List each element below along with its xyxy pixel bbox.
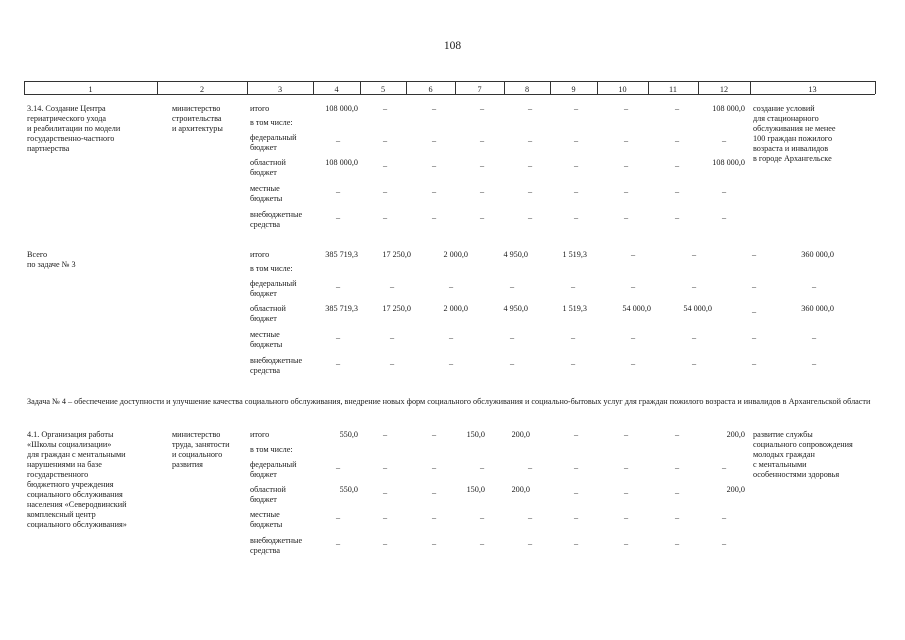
empty-value-dash: – — [623, 488, 629, 497]
empty-value-dash: – — [382, 539, 388, 548]
activity-name-line: нарушениями на базе — [27, 460, 102, 469]
budget-value-c9: 54 000,0 — [622, 304, 651, 313]
empty-value-dash: – — [573, 136, 579, 145]
empty-value-dash: – — [630, 282, 636, 291]
empty-value-dash: – — [674, 488, 680, 497]
empty-value-dash: – — [335, 187, 341, 196]
activity-name-line: социального обслуживания» — [27, 520, 127, 529]
funding-source-label: внебюджетные — [250, 536, 303, 545]
empty-value-dash: – — [382, 104, 388, 113]
empty-value-dash: – — [527, 463, 533, 472]
executor-line: развития — [172, 460, 203, 469]
empty-value-dash: – — [479, 463, 485, 472]
funding-source-label: бюджет — [250, 470, 277, 479]
empty-value-dash: – — [623, 213, 629, 222]
empty-value-dash: – — [527, 161, 533, 170]
empty-value-dash: – — [570, 282, 576, 291]
empty-value-dash: – — [721, 513, 727, 522]
budget-value-c6: 2 000,0 — [443, 304, 468, 313]
empty-value-dash: – — [509, 333, 515, 342]
empty-value-dash: – — [479, 104, 485, 113]
activity-name-line: государственно-частного — [27, 134, 115, 143]
header-column-number: 3 — [277, 85, 283, 94]
header-column-number: 8 — [524, 85, 530, 94]
header-column-number: 12 — [719, 85, 729, 94]
result-line: 100 граждан пожилого — [753, 134, 833, 143]
funding-source-label: областной — [250, 158, 286, 167]
empty-value-dash: – — [674, 136, 680, 145]
budget-value-c8: 200,0 — [511, 485, 530, 494]
budget-value-c4: 108 000,0 — [325, 104, 358, 113]
budget-value-c4: 385 719,3 — [325, 250, 358, 259]
funding-source-label: средства — [250, 220, 281, 229]
funding-source-label: средства — [250, 366, 281, 375]
result-line: возраста и инвалидов — [753, 144, 829, 153]
result-line: молодых граждан — [753, 450, 815, 459]
empty-value-dash: – — [751, 282, 757, 291]
empty-value-dash: – — [721, 136, 727, 145]
funding-source-label: бюджеты — [250, 520, 283, 529]
activity-name-line: и реабилитации по модели — [27, 124, 121, 133]
empty-value-dash: – — [527, 513, 533, 522]
funding-source-label: бюджет — [250, 143, 277, 152]
empty-value-dash: – — [382, 213, 388, 222]
funding-source-label: местные — [250, 330, 280, 339]
empty-value-dash: – — [623, 161, 629, 170]
empty-value-dash: – — [431, 187, 437, 196]
empty-value-dash: – — [623, 430, 629, 439]
empty-value-dash: – — [382, 463, 388, 472]
activity-name-line: «Школы социализации» — [27, 440, 112, 449]
empty-value-dash: – — [479, 136, 485, 145]
budget-value-c13: 360 000,0 — [801, 304, 834, 313]
empty-value-dash: – — [335, 136, 341, 145]
budget-value-c12: 200,0 — [726, 430, 745, 439]
funding-source-label: итого — [250, 250, 270, 259]
empty-value-dash: – — [623, 136, 629, 145]
empty-value-dash: – — [811, 282, 817, 291]
result-line: развитие службы — [753, 430, 813, 439]
budget-value-c4: 550,0 — [339, 485, 358, 494]
funding-source-label: в том числе: — [250, 264, 293, 273]
budget-value-c8: 1 519,3 — [562, 304, 587, 313]
funding-source-label: областной — [250, 485, 286, 494]
empty-value-dash: – — [335, 282, 341, 291]
empty-value-dash: – — [573, 539, 579, 548]
budget-value-c4: 385 719,3 — [325, 304, 358, 313]
header-column-number: 11 — [669, 85, 677, 94]
header-column-number: 7 — [477, 85, 482, 94]
executor-line: министерство — [172, 104, 221, 113]
budget-value-c10: 54 000,0 — [683, 304, 712, 313]
empty-value-dash: – — [721, 187, 727, 196]
empty-value-dash: – — [674, 430, 680, 439]
activity-name-line: партнерства — [27, 144, 70, 153]
empty-value-dash: – — [630, 359, 636, 368]
result-line: с ментальными — [753, 460, 807, 469]
funding-source-label: в том числе: — [250, 118, 293, 127]
empty-value-dash: – — [811, 333, 817, 342]
funding-source-label: федеральный — [250, 279, 297, 288]
empty-value-dash: – — [623, 463, 629, 472]
funding-source-label: бюджет — [250, 495, 277, 504]
empty-value-dash: – — [674, 513, 680, 522]
executor-line: строительства — [172, 114, 222, 123]
empty-value-dash: – — [691, 359, 697, 368]
empty-value-dash: – — [448, 359, 454, 368]
page-number: 108 — [443, 40, 462, 52]
empty-value-dash: – — [479, 513, 485, 522]
funding-source-label: итого — [250, 104, 270, 113]
empty-value-dash: – — [573, 463, 579, 472]
empty-value-dash: – — [691, 333, 697, 342]
empty-value-dash: – — [751, 307, 757, 316]
empty-value-dash: – — [431, 213, 437, 222]
empty-value-dash: – — [570, 359, 576, 368]
activity-name-line: по задаче № 3 — [27, 260, 76, 269]
funding-source-label: областной — [250, 304, 286, 313]
empty-value-dash: – — [431, 161, 437, 170]
empty-value-dash: – — [630, 333, 636, 342]
empty-value-dash: – — [527, 539, 533, 548]
executor-line: и социального — [172, 450, 223, 459]
header-column-number: 9 — [571, 85, 576, 94]
empty-value-dash: – — [431, 488, 437, 497]
header-column-number: 10 — [618, 85, 627, 94]
result-line: для стационарного — [753, 114, 819, 123]
result-line: обслуживания не менее — [753, 124, 836, 133]
empty-value-dash: – — [335, 513, 341, 522]
funding-source-label: местные — [250, 184, 280, 193]
result-line: социального сопровождения — [753, 440, 853, 449]
empty-value-dash: – — [335, 463, 341, 472]
funding-source-label: федеральный — [250, 460, 297, 469]
empty-value-dash: – — [573, 513, 579, 522]
empty-value-dash: – — [479, 187, 485, 196]
result-line: создание условий — [753, 104, 815, 113]
empty-value-dash: – — [335, 333, 341, 342]
header-column-number: 5 — [380, 85, 386, 94]
budget-value-c4: 108 000,0 — [325, 158, 358, 167]
budget-value-c8: 200,0 — [511, 430, 530, 439]
empty-value-dash: – — [509, 282, 515, 291]
empty-value-dash: – — [448, 282, 454, 291]
empty-value-dash: – — [335, 359, 341, 368]
budget-value-c7: 150,0 — [466, 485, 485, 494]
result-line: особенностями здоровья — [753, 470, 840, 479]
empty-value-dash: – — [674, 463, 680, 472]
header-column-number: 4 — [334, 85, 339, 94]
empty-value-dash: – — [573, 488, 579, 497]
empty-value-dash: – — [431, 430, 437, 439]
activity-name-line: гериатрического ухода — [27, 114, 107, 123]
activity-name-line: 3.14. Создание Центра — [27, 104, 106, 113]
empty-value-dash: – — [721, 539, 727, 548]
funding-source-label: бюджет — [250, 168, 277, 177]
empty-value-dash: – — [570, 333, 576, 342]
empty-value-dash: – — [382, 430, 388, 439]
funding-source-label: бюджеты — [250, 194, 283, 203]
task-4-heading: Задача № 4 – обеспечение доступности и улучшение качества социального обслуживания, внедрение новых форм социального обслуживания и социально-бытовых услуг для граждан пожилого возраста и инвалидов в Архангельской области — [27, 397, 871, 406]
activity-name-line: социального обслуживания — [27, 490, 123, 499]
empty-value-dash: – — [623, 104, 629, 113]
funding-source-label: в том числе: — [250, 445, 293, 454]
header-column-divider — [875, 81, 876, 94]
empty-value-dash: – — [691, 282, 697, 291]
activity-name-line: 4.1. Организация работы — [27, 430, 114, 439]
executor-line: министерство — [172, 430, 221, 439]
empty-value-dash: – — [527, 187, 533, 196]
empty-value-dash: – — [573, 213, 579, 222]
empty-value-dash: – — [431, 136, 437, 145]
empty-value-dash: – — [630, 250, 636, 259]
empty-value-dash: – — [335, 539, 341, 548]
empty-value-dash: – — [527, 104, 533, 113]
activity-name-line: для граждан с ментальными — [27, 450, 126, 459]
header-column-number: 2 — [199, 85, 205, 94]
funding-source-label: внебюджетные — [250, 356, 303, 365]
activity-name-line: Всего — [27, 250, 48, 259]
empty-value-dash: – — [751, 333, 757, 342]
empty-value-dash: – — [335, 213, 341, 222]
executor-line: и архитектуры — [172, 124, 223, 133]
budget-value-c12: 200,0 — [726, 485, 745, 494]
budget-value-c12: 108 000,0 — [712, 104, 745, 113]
empty-value-dash: – — [721, 213, 727, 222]
activity-name-line: населения «Северодвинский — [27, 500, 127, 509]
empty-value-dash: – — [431, 463, 437, 472]
funding-source-label: внебюджетные — [250, 210, 303, 219]
funding-source-label: бюджет — [250, 314, 277, 323]
budget-value-c7: 4 950,0 — [503, 250, 528, 259]
empty-value-dash: – — [674, 539, 680, 548]
funding-source-label: местные — [250, 510, 280, 519]
header-column-number: 1 — [88, 85, 93, 94]
funding-source-label: средства — [250, 546, 281, 555]
header-column-number: 6 — [428, 85, 433, 94]
budget-value-c7: 4 950,0 — [503, 304, 528, 313]
empty-value-dash: – — [389, 333, 395, 342]
empty-value-dash: – — [573, 430, 579, 439]
budget-value-c5: 17 250,0 — [382, 304, 411, 313]
empty-value-dash: – — [389, 282, 395, 291]
empty-value-dash: – — [623, 539, 629, 548]
empty-value-dash: – — [448, 333, 454, 342]
empty-value-dash: – — [623, 513, 629, 522]
executor-line: труда, занятости — [172, 440, 230, 449]
budget-value-c7: 150,0 — [466, 430, 485, 439]
funding-source-label: бюджет — [250, 289, 277, 298]
budget-value-c4: 550,0 — [339, 430, 358, 439]
empty-value-dash: – — [751, 359, 757, 368]
empty-value-dash: – — [479, 213, 485, 222]
budget-value-c13: 360 000,0 — [801, 250, 834, 259]
funding-source-label: итого — [250, 430, 270, 439]
empty-value-dash: – — [527, 136, 533, 145]
empty-value-dash: – — [811, 359, 817, 368]
budget-value-c5: 17 250,0 — [382, 250, 411, 259]
empty-value-dash: – — [431, 104, 437, 113]
empty-value-dash: – — [674, 161, 680, 170]
empty-value-dash: – — [674, 104, 680, 113]
empty-value-dash: – — [382, 187, 388, 196]
empty-value-dash: – — [674, 187, 680, 196]
funding-source-label: федеральный — [250, 133, 297, 142]
header-column-number: 13 — [808, 85, 817, 94]
funding-source-label: бюджеты — [250, 340, 283, 349]
empty-value-dash: – — [691, 250, 697, 259]
empty-value-dash: – — [674, 213, 680, 222]
budget-value-c8: 1 519,3 — [562, 250, 587, 259]
empty-value-dash: – — [382, 488, 388, 497]
budget-value-c12: 108 000,0 — [712, 158, 745, 167]
activity-name-line: комплексный центр — [27, 510, 96, 519]
empty-value-dash: – — [623, 187, 629, 196]
empty-value-dash: – — [479, 161, 485, 170]
empty-value-dash: – — [431, 513, 437, 522]
budget-value-c6: 2 000,0 — [443, 250, 468, 259]
empty-value-dash: – — [573, 187, 579, 196]
empty-value-dash: – — [721, 463, 727, 472]
activity-name-line: бюджетного учреждения — [27, 480, 114, 489]
empty-value-dash: – — [527, 213, 533, 222]
empty-value-dash: – — [479, 539, 485, 548]
table-top-border — [24, 81, 875, 82]
empty-value-dash: – — [573, 161, 579, 170]
activity-name-line: государственного — [27, 470, 89, 479]
empty-value-dash: – — [389, 359, 395, 368]
empty-value-dash: – — [382, 161, 388, 170]
empty-value-dash: – — [431, 539, 437, 548]
empty-value-dash: – — [382, 513, 388, 522]
empty-value-dash: – — [509, 359, 515, 368]
empty-value-dash: – — [751, 250, 757, 259]
empty-value-dash: – — [382, 136, 388, 145]
empty-value-dash: – — [573, 104, 579, 113]
result-line: в городе Архангельске — [753, 154, 832, 163]
